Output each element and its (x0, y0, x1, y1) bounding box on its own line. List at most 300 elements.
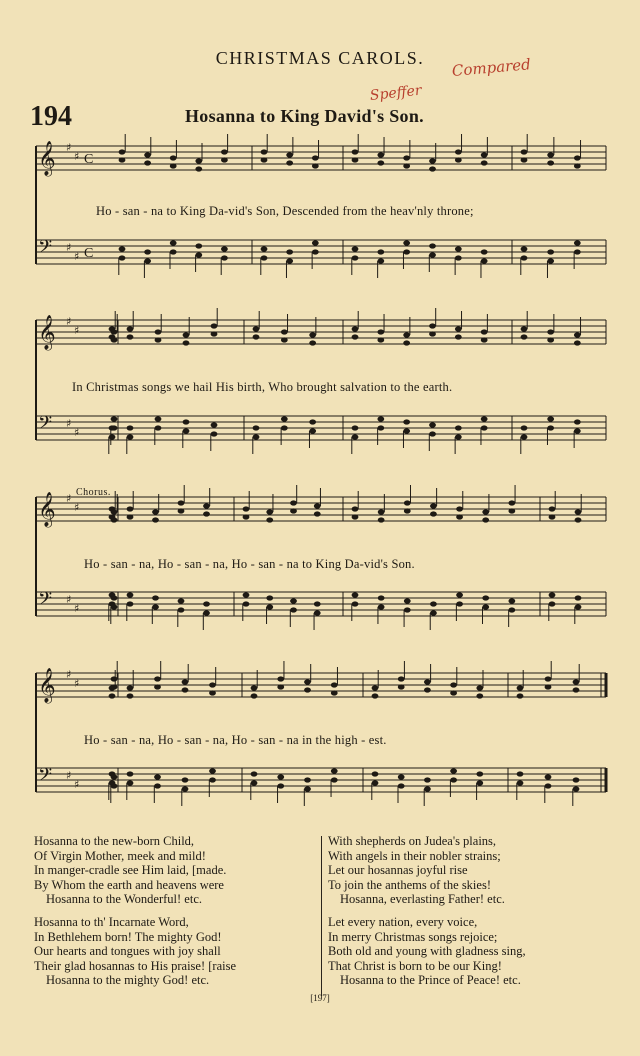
note-head (549, 514, 556, 519)
verse-line: Hosanna to th' Incarnate Word, (34, 914, 189, 929)
note-head (111, 337, 118, 342)
note-head (545, 774, 552, 779)
note-head (127, 506, 134, 511)
note-head (398, 783, 405, 788)
note-head (450, 690, 457, 695)
note-head (482, 509, 489, 514)
verse-line: In merry Christmas songs rejoice; (328, 929, 498, 944)
note-head (545, 676, 552, 681)
note-head (455, 326, 462, 331)
note-head (170, 163, 177, 168)
note-head (111, 676, 118, 681)
note-head (547, 152, 554, 157)
note-head (221, 255, 228, 260)
note-head (450, 682, 457, 687)
note-head (251, 771, 258, 776)
lyric-line-2: In Christmas songs we hail His birth, Who brought salvation to the earth. (72, 380, 453, 394)
note-head (372, 693, 379, 698)
note-head (304, 679, 311, 684)
note-head (178, 607, 185, 612)
note-head (456, 592, 463, 597)
note-head (476, 693, 483, 698)
note-head (111, 774, 118, 779)
note-head (281, 337, 288, 342)
note-head (331, 690, 338, 695)
note-head (221, 149, 228, 154)
note-head (508, 508, 515, 513)
note-head (377, 337, 384, 342)
note-head (476, 771, 483, 776)
common-time-icon: C (84, 246, 94, 261)
note-head (266, 595, 273, 600)
note-head (574, 163, 581, 168)
note-head (144, 258, 151, 263)
note-head (183, 428, 190, 433)
verse-line: Hosanna to the new-born Child, (34, 834, 195, 848)
note-head (429, 243, 436, 248)
note-head (574, 249, 581, 254)
note-head (154, 783, 161, 788)
note-head (429, 166, 436, 171)
note-head (429, 431, 436, 436)
verses-right-column (328, 834, 613, 988)
note-head (545, 783, 552, 788)
note-head (575, 604, 582, 609)
note-head (266, 509, 273, 514)
note-head (545, 684, 552, 689)
note-head (195, 166, 202, 171)
note-head (476, 780, 483, 785)
verse-refrain: Hosanna to the Prince of Peace! etc. (340, 973, 521, 988)
note-head (182, 786, 189, 791)
note-head (261, 246, 268, 251)
note-head (456, 514, 463, 519)
note-head (277, 774, 284, 779)
verse-line: By Whom the earth and heavens were (34, 877, 224, 892)
page-number: [197] (310, 993, 330, 1003)
note-head (517, 780, 524, 785)
verse-refrain: Hosanna to the Wonderful! etc. (46, 892, 203, 907)
note-head (281, 329, 288, 334)
note-head (251, 685, 258, 690)
note-head (312, 155, 319, 160)
note-head (377, 329, 384, 334)
note-head (398, 676, 405, 681)
note-head (154, 676, 161, 681)
note-head (482, 604, 489, 609)
note-head (547, 160, 554, 165)
note-head (403, 249, 410, 254)
note-head (378, 604, 385, 609)
note-head (119, 157, 126, 162)
note-head (575, 517, 582, 522)
note-head (429, 331, 436, 336)
note-head (309, 340, 316, 345)
common-time-icon: C (84, 152, 94, 167)
note-head (309, 419, 316, 424)
note-head (109, 693, 116, 698)
note-head (575, 509, 582, 514)
note-head (155, 425, 162, 430)
note-head (424, 679, 431, 684)
sharp-icon: ♯ (74, 501, 80, 514)
note-head (403, 155, 410, 160)
note-head (378, 517, 385, 522)
note-head (404, 607, 411, 612)
sharp-icon: ♯ (66, 769, 72, 782)
hymn-title: Hosanna to King David's Son. (185, 106, 424, 126)
note-head (243, 514, 250, 519)
note-head (111, 595, 118, 600)
note-head (309, 428, 316, 433)
note-head (281, 425, 288, 430)
note-head (209, 682, 216, 687)
note-head (521, 149, 528, 154)
note-head (372, 780, 379, 785)
note-head (521, 157, 528, 162)
note-head (183, 340, 190, 345)
note-head (404, 500, 411, 505)
verse-line: Both old and young with gladness sing, (328, 944, 526, 959)
note-head (277, 684, 284, 689)
note-head (243, 601, 250, 606)
verse-line: With angels in their nobler strains; (328, 848, 501, 863)
note-head (290, 598, 297, 603)
note-head (352, 592, 359, 597)
verse-line: Their glad hosannas to His praise! [raise (34, 958, 237, 973)
note-head (377, 416, 384, 421)
verse-line: In Bethlehem born! The mighty God! (34, 929, 222, 944)
note-head (154, 774, 161, 779)
sharp-icon: ♯ (74, 778, 80, 791)
note-head (119, 246, 126, 251)
note-head (352, 601, 359, 606)
note-head (253, 326, 260, 331)
note-head (170, 249, 177, 254)
note-head (547, 425, 554, 430)
note-head (127, 693, 134, 698)
note-head (521, 246, 528, 251)
note-head (482, 595, 489, 600)
bass-clef-icon: 𝄢 (38, 765, 53, 790)
note-head (482, 517, 489, 522)
sharp-icon: ♯ (66, 668, 72, 681)
note-head (314, 610, 321, 615)
note-head (286, 249, 293, 254)
note-head (127, 425, 134, 430)
note-head (455, 434, 462, 439)
note-head (450, 768, 457, 773)
note-head (170, 240, 177, 245)
note-head (203, 511, 210, 516)
note-head (266, 517, 273, 522)
verse-stanza (328, 834, 613, 907)
note-head (119, 149, 126, 154)
note-head (127, 601, 134, 606)
note-head (398, 684, 405, 689)
note-head (304, 786, 311, 791)
note-head (155, 416, 162, 421)
note-head (403, 163, 410, 168)
note-head (195, 252, 202, 257)
note-head (517, 693, 524, 698)
handwritten-annotation-speffer: Speffer (369, 82, 423, 104)
note-head (127, 326, 134, 331)
verse-line: Let our hosannas joyful rise (328, 863, 468, 878)
note-head (209, 777, 216, 782)
treble-clef-icon: 𝄞 (38, 492, 56, 527)
note-head (111, 684, 118, 689)
note-head (111, 416, 118, 421)
note-head (429, 323, 436, 328)
note-head (398, 774, 405, 779)
note-head (178, 500, 185, 505)
note-head (456, 506, 463, 511)
note-head (404, 598, 411, 603)
note-head (521, 425, 528, 430)
note-head (195, 243, 202, 248)
sharp-icon: ♯ (74, 250, 80, 263)
note-head (574, 332, 581, 337)
note-head (573, 786, 580, 791)
note-head (266, 604, 273, 609)
note-head (430, 601, 437, 606)
note-head (195, 158, 202, 163)
note-head (378, 509, 385, 514)
note-head (309, 332, 316, 337)
note-head (127, 592, 134, 597)
note-head (455, 246, 462, 251)
note-head (455, 425, 462, 430)
note-head (253, 334, 260, 339)
note-head (155, 329, 162, 334)
bass-clef-icon: 𝄢 (38, 237, 53, 262)
note-head (119, 255, 126, 260)
note-head (429, 252, 436, 257)
note-head (312, 163, 319, 168)
note-head (155, 337, 162, 342)
note-head (574, 240, 581, 245)
note-head (481, 416, 488, 421)
sharp-icon: ♯ (74, 677, 80, 690)
note-head (277, 676, 284, 681)
note-head (574, 155, 581, 160)
note-head (404, 508, 411, 513)
note-head (314, 511, 321, 516)
note-head (476, 685, 483, 690)
note-head (182, 687, 189, 692)
note-head (182, 679, 189, 684)
note-head (573, 679, 580, 684)
note-head (111, 517, 118, 522)
note-head (377, 160, 384, 165)
lyric-line-4: Ho - san - na, Ho - san - na, Ho - san - na in the high - est. (84, 733, 387, 747)
note-head (111, 329, 118, 334)
note-head (521, 255, 528, 260)
note-head (574, 419, 581, 424)
verse-line: Of Virgin Mother, meek and mild! (34, 848, 206, 863)
note-head (331, 777, 338, 782)
note-head (261, 157, 268, 162)
note-head (372, 685, 379, 690)
note-head (251, 693, 258, 698)
verse-refrain: Hosanna, everlasting Father! etc. (340, 892, 505, 907)
note-head (243, 506, 250, 511)
lyric-line-1: Ho - san - na to King Da-vid's Son, Descended from the heav'nly throne; (96, 204, 474, 218)
note-head (547, 329, 554, 334)
note-head (352, 149, 359, 154)
chorus-label: Chorus. (76, 487, 111, 498)
note-head (178, 508, 185, 513)
hymn-number: 194 (30, 101, 72, 132)
note-head (127, 514, 134, 519)
note-head (111, 509, 118, 514)
note-head (314, 601, 321, 606)
note-head (574, 340, 581, 345)
note-head (430, 610, 437, 615)
note-head (144, 160, 151, 165)
sharp-icon: ♯ (66, 315, 72, 328)
note-head (111, 604, 118, 609)
note-head (304, 687, 311, 692)
note-head (403, 332, 410, 337)
note-head (203, 601, 210, 606)
note-head (549, 592, 556, 597)
note-head (286, 160, 293, 165)
note-head (430, 503, 437, 508)
note-head (154, 684, 161, 689)
note-head (517, 685, 524, 690)
note-head (281, 416, 288, 421)
lyric-line-3: Ho - san - na, Ho - san - na, Ho - san - na to King Da-vid's Son. (84, 557, 415, 571)
note-head (211, 422, 218, 427)
note-head (352, 334, 359, 339)
note-head (377, 258, 384, 263)
note-head (508, 598, 515, 603)
note-head (547, 416, 554, 421)
note-head (331, 682, 338, 687)
verse-line: To join the anthems of the skies! (328, 877, 491, 892)
note-head (290, 508, 297, 513)
note-head (455, 334, 462, 339)
note-head (261, 255, 268, 260)
verse-line: In manger-cradle see Him laid, [made. (34, 863, 227, 878)
note-head (312, 249, 319, 254)
note-head (127, 685, 134, 690)
verse-line: With shepherds on Judea's plains, (328, 834, 497, 848)
note-head (455, 157, 462, 162)
note-head (481, 258, 488, 263)
page-header-title: CHRISTMAS CAROLS. (215, 48, 425, 68)
note-head (481, 152, 488, 157)
note-head (183, 419, 190, 424)
note-head (286, 258, 293, 263)
note-head (521, 434, 528, 439)
note-head (127, 771, 134, 776)
note-head (152, 604, 159, 609)
sharp-icon: ♯ (66, 492, 72, 505)
note-head (481, 249, 488, 254)
note-head (424, 786, 431, 791)
note-head (352, 425, 359, 430)
note-head (429, 422, 436, 427)
note-head (508, 607, 515, 612)
note-head (203, 503, 210, 508)
handwritten-annotation-compared: Compared (451, 55, 532, 80)
note-head (290, 607, 297, 612)
verses-left-column (34, 834, 319, 988)
note-head (547, 258, 554, 263)
sharp-icon: ♯ (74, 150, 80, 163)
note-head (290, 500, 297, 505)
note-head (521, 326, 528, 331)
verse-stanza (34, 915, 319, 988)
sharp-icon: ♯ (74, 324, 80, 337)
verse-line: Our hearts and tongues with joy shall (34, 944, 221, 959)
treble-clef-icon: 𝄞 (38, 668, 56, 703)
verse-refrain: Hosanna to the mighty God! etc. (46, 973, 210, 988)
note-head (450, 777, 457, 782)
sharp-icon: ♯ (66, 141, 72, 154)
note-head (211, 431, 218, 436)
note-head (314, 503, 321, 508)
sharp-icon: ♯ (66, 593, 72, 606)
note-head (286, 152, 293, 157)
note-head (377, 152, 384, 157)
note-head (127, 780, 134, 785)
note-head (352, 157, 359, 162)
note-head (575, 595, 582, 600)
note-head (127, 434, 134, 439)
note-head (424, 777, 431, 782)
note-head (243, 592, 250, 597)
sharp-icon: ♯ (66, 241, 72, 254)
note-head (377, 249, 384, 254)
sharp-icon: ♯ (74, 602, 80, 615)
note-head (111, 783, 118, 788)
note-head (152, 509, 159, 514)
verse-stanza (34, 834, 319, 907)
note-head (549, 506, 556, 511)
note-head (352, 326, 359, 331)
note-head (508, 500, 515, 505)
verse-line: That Christ is born to be our King! (328, 958, 502, 973)
note-head (331, 768, 338, 773)
note-head (403, 340, 410, 345)
note-head (403, 240, 410, 245)
verse-line: Let every nation, every voice, (328, 914, 478, 929)
note-head (111, 425, 118, 430)
note-head (183, 332, 190, 337)
note-head (261, 149, 268, 154)
note-head (455, 149, 462, 154)
note-head (372, 771, 379, 776)
note-head (455, 255, 462, 260)
note-head (547, 337, 554, 342)
note-head (312, 240, 319, 245)
note-head (211, 323, 218, 328)
note-head (573, 777, 580, 782)
note-head (182, 777, 189, 782)
note-head (403, 428, 410, 433)
note-head (127, 334, 134, 339)
note-head (424, 687, 431, 692)
note-head (304, 777, 311, 782)
note-head (352, 255, 359, 260)
note-head (253, 434, 260, 439)
note-head (573, 687, 580, 692)
note-head (429, 158, 436, 163)
